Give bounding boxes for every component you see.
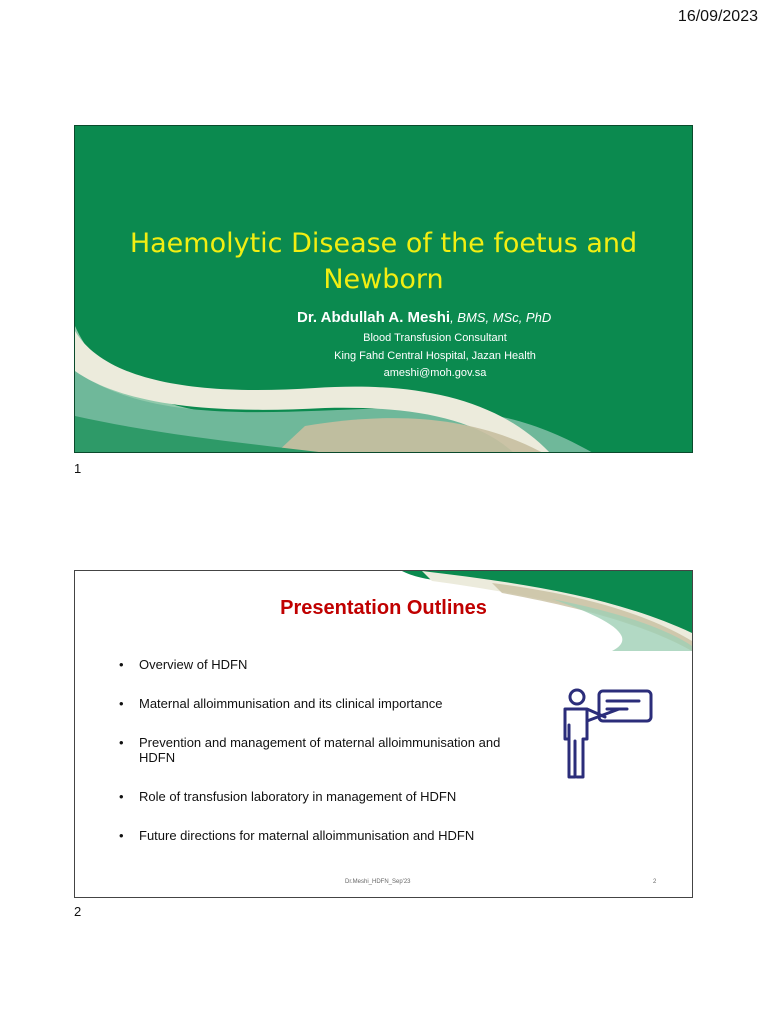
bullet-marker: • — [119, 657, 124, 672]
list-item-text: Overview of HDFN — [139, 657, 248, 672]
title-line-1: Haemolytic Disease of the foetus and — [129, 228, 638, 259]
bullet-marker: • — [119, 789, 124, 804]
slide-number-1: 1 — [74, 461, 82, 476]
slide-page-number: 2 — [653, 879, 657, 885]
list-item — [119, 789, 539, 804]
presenter-board-icon — [549, 685, 659, 785]
list-item-text: Role of transfusion laboratory in management of HDFN — [139, 789, 457, 804]
author-email: ameshi@moh.gov.sa — [383, 367, 487, 379]
bullet-marker: • — [119, 735, 124, 750]
slide-footer: Dr.Meshi_HDFN_Sep'23 — [345, 879, 411, 885]
slide-2 — [74, 570, 693, 898]
author-role: Blood Transfusion Consultant — [363, 332, 507, 344]
slide-2-title: Presentation Outlines — [280, 597, 487, 619]
bullet-marker: • — [119, 696, 124, 711]
slide-1 — [74, 125, 693, 453]
list-item-text: Prevention and management of maternal alloimmunisation and HDFN — [139, 735, 501, 765]
list-item — [119, 828, 539, 843]
list-item — [119, 696, 539, 711]
list-item-text: Maternal alloimmunisation and its clinical importance — [139, 696, 443, 711]
outline-list — [119, 657, 539, 843]
author-name: Dr. Abdullah A. Meshi — [297, 309, 451, 326]
list-item-text: Future directions for maternal alloimmunisation and HDFN — [139, 828, 475, 843]
slide-1-title — [115, 226, 652, 298]
author-line — [297, 309, 551, 326]
slide-number-2: 2 — [74, 904, 82, 919]
author-degrees: , BMS, MSc, PhD — [450, 310, 552, 325]
bullet-marker: • — [119, 828, 124, 843]
list-item — [119, 735, 529, 765]
list-item — [119, 657, 539, 672]
title-line-2: Newborn — [323, 264, 444, 295]
author-affiliation: King Fahd Central Hospital, Jazan Health — [334, 350, 536, 362]
page-date: 16/09/2023 — [677, 8, 758, 25]
